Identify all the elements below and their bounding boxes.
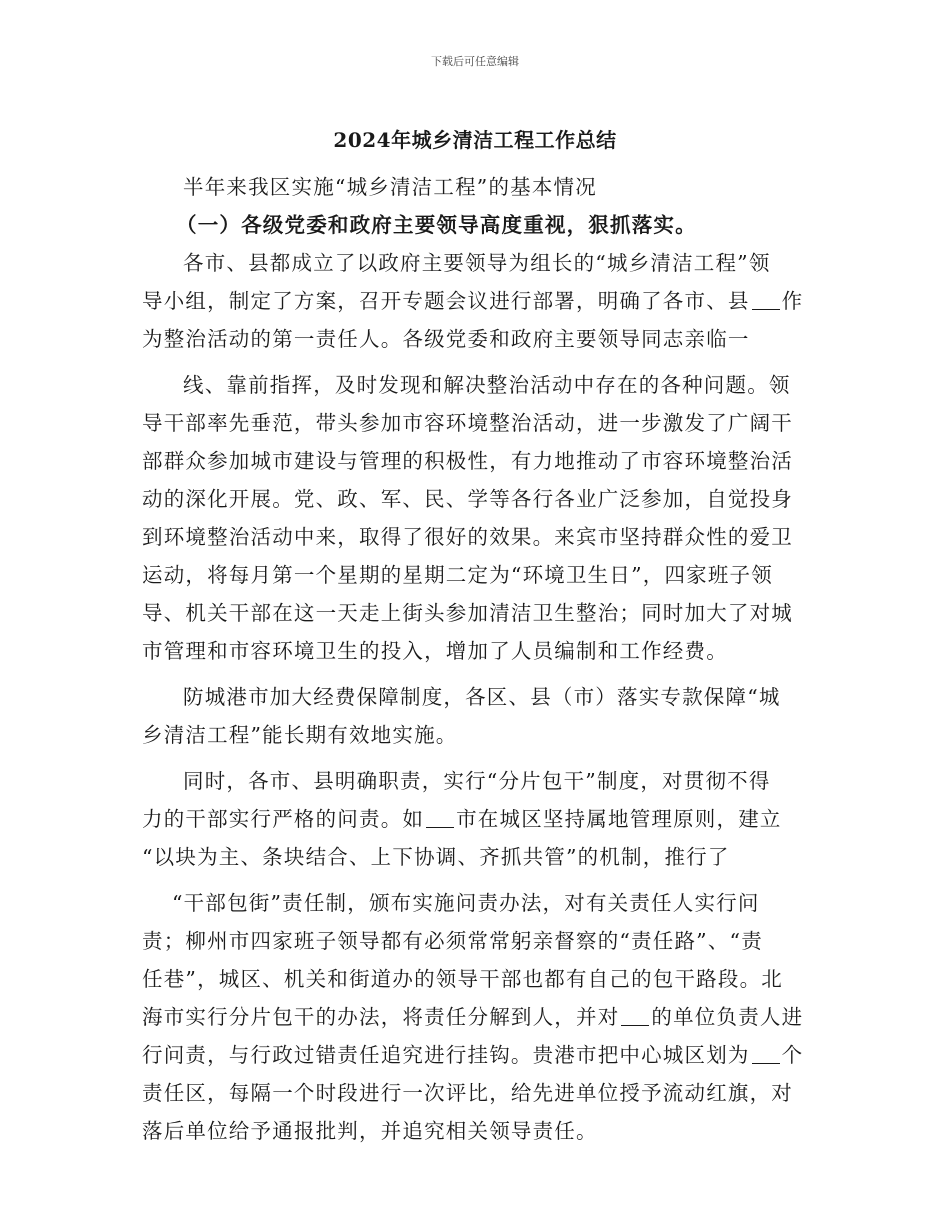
text-line: “以块为主、条块结合、上下协调、齐抓共管”的机制，推行了	[142, 845, 730, 869]
text-line: “干部包街”责任制，颁布实施问责办法，对有关责任人实行问	[172, 891, 760, 915]
text-line: 运动，将每月第一个星期的星期二定为“环境卫生日”，四家班子领	[142, 563, 773, 587]
text-line: 任巷”，城区、机关和街道办的领导干部也都有自己的包干路段。北	[142, 967, 783, 991]
text-segment: 海市实行分片包干的办法，将责任分解到人，并对	[142, 1005, 620, 1029]
header-note: 下载后可任意编辑	[431, 55, 519, 68]
text-segment: 市在城区坚持属地管理原则，建立	[456, 807, 782, 831]
blank-underline	[621, 1005, 649, 1026]
text-line: 线、靠前指挥，及时发现和解决整治活动中存在的各种问题。领	[183, 373, 791, 397]
document-title: 2024年城乡清洁工程工作总结	[333, 128, 617, 152]
text-line: 各市、县都成立了以政府主要领导为组长的“城乡清洁工程”领	[183, 251, 771, 275]
text-line	[142, 282, 814, 320]
text-line: 半年来我区实施“城乡清洁工程”的基本情况	[183, 175, 597, 199]
section-heading: （一）各级党委和政府主要领导高度重视，狠抓落实。	[176, 213, 697, 237]
blank-underline	[752, 1043, 780, 1064]
text-segment: 的单位负责人进	[651, 1005, 804, 1029]
text-line: 部群众参加城市建设与管理的积极性，有力地推动了市容环境整治活	[142, 449, 793, 473]
text-segment: 行问责，与行政过错责任追究进行挂钩。贵港市把中心城区划为	[142, 1043, 750, 1067]
text-line: 责任区，每隔一个时段进行一次评比，给先进单位授予流动红旗，对	[142, 1081, 793, 1105]
text-line: 落后单位给予通报批判，并追究相关领导责任。	[142, 1119, 598, 1143]
text-line: 乡清洁工程”能长期有效地实施。	[142, 723, 458, 747]
document-body	[142, 168, 814, 1150]
text-line: 市管理和市容环境卫生的投入，增加了人员编制和工作经费。	[142, 639, 728, 663]
text-line: 责；柳州市四家班子领导都有必须常常躬亲督察的“责任路”、“责	[142, 929, 763, 953]
text-line: 防城港市加大经费保障制度，各区、县（市）落实专款保障“城	[183, 685, 781, 709]
text-line: 同时，各市、县明确职责，实行“分片包干”制度，对贯彻不得	[183, 769, 771, 793]
text-line: 动的深化开展。党、政、军、民、学等各行各业广泛参加，自觉投身	[142, 487, 793, 511]
text-line: 导干部率先垂范，带头参加市容环境整治活动，进一步激发了广阔干	[142, 411, 793, 435]
text-segment: 导小组，制定了方案，召开专题会议进行部署，明确了各市、县	[142, 289, 750, 313]
blank-underline	[752, 289, 780, 310]
text-line	[142, 998, 814, 1036]
text-segment: 个	[781, 1043, 804, 1067]
text-line: 为整治活动的第一责任人。各级党委和政府主要领导同志亲临一	[142, 327, 750, 351]
text-segment: 力的干部实行严格的问责。如	[142, 807, 425, 831]
text-line	[142, 800, 814, 838]
text-line: 导、机关干部在这一天走上街头参加清洁卫生整治；同时加大了对城	[142, 601, 793, 625]
text-line: 到环境整治活动中来，取得了很好的效果。来宾市坚持群众性的爱卫	[142, 525, 793, 549]
text-segment: 作	[781, 289, 804, 313]
text-line	[142, 1036, 814, 1074]
blank-underline	[426, 807, 454, 828]
